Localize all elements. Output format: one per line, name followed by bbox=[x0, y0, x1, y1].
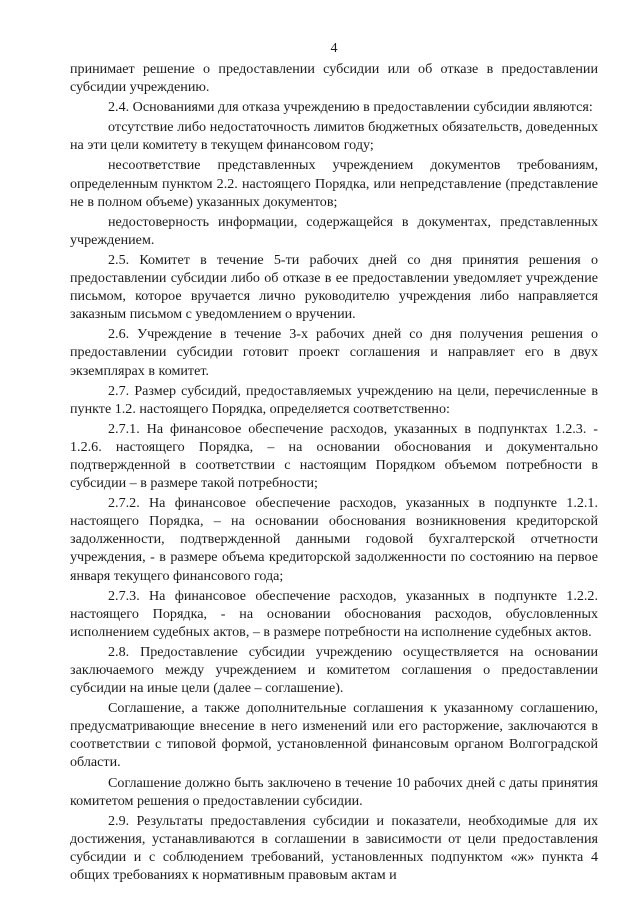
document-page bbox=[70, 40, 598, 886]
paragraph-2-4-item-1: отсутствие либо недостаточность лимитов бюджетных обязательств, доведенных на эти цели комитету в текущем финансовом году; bbox=[70, 119, 598, 154]
paragraph-2-7-3: 2.7.3. На финансовое обеспечение расходов, указанных в подпункте 1.2.2. настоящего Порядка, - на основании обоснования расходов, обусловленных исполнением судебных актов, – в размере потребности на исполнение судебных актов. bbox=[70, 587, 598, 640]
paragraph-2-8-agreement: Соглашение, а также дополнительные соглашения к указанному соглашению, предусматривающие внесение в него изменений или его расторжение, заключаются в соответствии с типовой формой, установленной финансовым органом Волгоградской области. bbox=[70, 700, 598, 771]
paragraph-2-7-1: 2.7.1. На финансовое обеспечение расходов, указанных в подпунктах 1.2.3. - 1.2.6. настоящего Порядка, – на основании обоснования и документально подтвержденной в соответствии с настоящим Порядком объемом потребности в субсидии – в размере такой потребности; bbox=[70, 420, 598, 492]
paragraph-2-5: 2.5. Комитет в течение 5-ти рабочих дней со дня принятия решения о предоставлении субсидии либо об отказе в ее предоставлении уведомляет учреждение письмом, которое вручается лично руководителю учреждения либо направляется заказным письмом с уведомлением о вручении. bbox=[70, 251, 598, 323]
paragraph-2-7: 2.7. Размер субсидий, предоставляемых учреждению на цели, перечисленные в пункте 1.2. настоящего Порядка, определяется соответственно: bbox=[70, 382, 598, 417]
paragraph-2-4-item-2: несоответствие представленных учреждением документов требованиям, определенным пунктом 2.2. настоящего Порядка, или непредставление (представление не в полном объеме) указанных документов; bbox=[70, 157, 598, 210]
paragraph-2-6: 2.6. Учреждение в течение 3-х рабочих дней со дня получения решения о предоставлении субсидии готовит проект соглашения и направляет его в двух экземплярах в комитет. bbox=[70, 326, 598, 379]
paragraph-2-9: 2.9. Результаты предоставления субсидии и показатели, необходимые для их достижения, устанавливаются в соглашении в зависимости от цели предоставления субсидии и с соблюдением требований, установленных подпунктом «ж» пункта 4 общих требованиях к нормативным правовым актам и bbox=[70, 812, 598, 884]
paragraph-2-7-2: 2.7.2. На финансовое обеспечение расходов, указанных в подпункте 1.2.1. настоящего Порядка, – на основании обоснования возникновения кредиторской задолженности, подтвержденной данными годовой бухгалтерской отчетности учреждения, - в размере объема кредиторской задолженности по состоянию на первое января текущего финансового года; bbox=[70, 495, 598, 584]
paragraph-2-8-deadline: Соглашение должно быть заключено в течение 10 рабочих дней с даты принятия комитетом решения о предоставлении субсидии. bbox=[70, 774, 598, 809]
paragraph-2-8: 2.8. Предоставление субсидии учреждению осуществляется на основании заключаемого между учреждением и комитетом соглашения о предоставлении субсидии на иные цели (далее – соглашение). bbox=[70, 643, 598, 697]
paragraph-2-4: 2.4. Основаниями для отказа учреждению в предоставлении субсидии являются: bbox=[108, 99, 593, 116]
page-number: 4 bbox=[330, 41, 338, 56]
paragraph-continuation: принимает решение о предоставлении субсидии или об отказе в предоставлении субсидии учреждению. bbox=[70, 61, 598, 96]
paragraph-2-4-item-3: недостоверность информации, содержащейся в документах, представленных учреждением. bbox=[70, 213, 598, 248]
